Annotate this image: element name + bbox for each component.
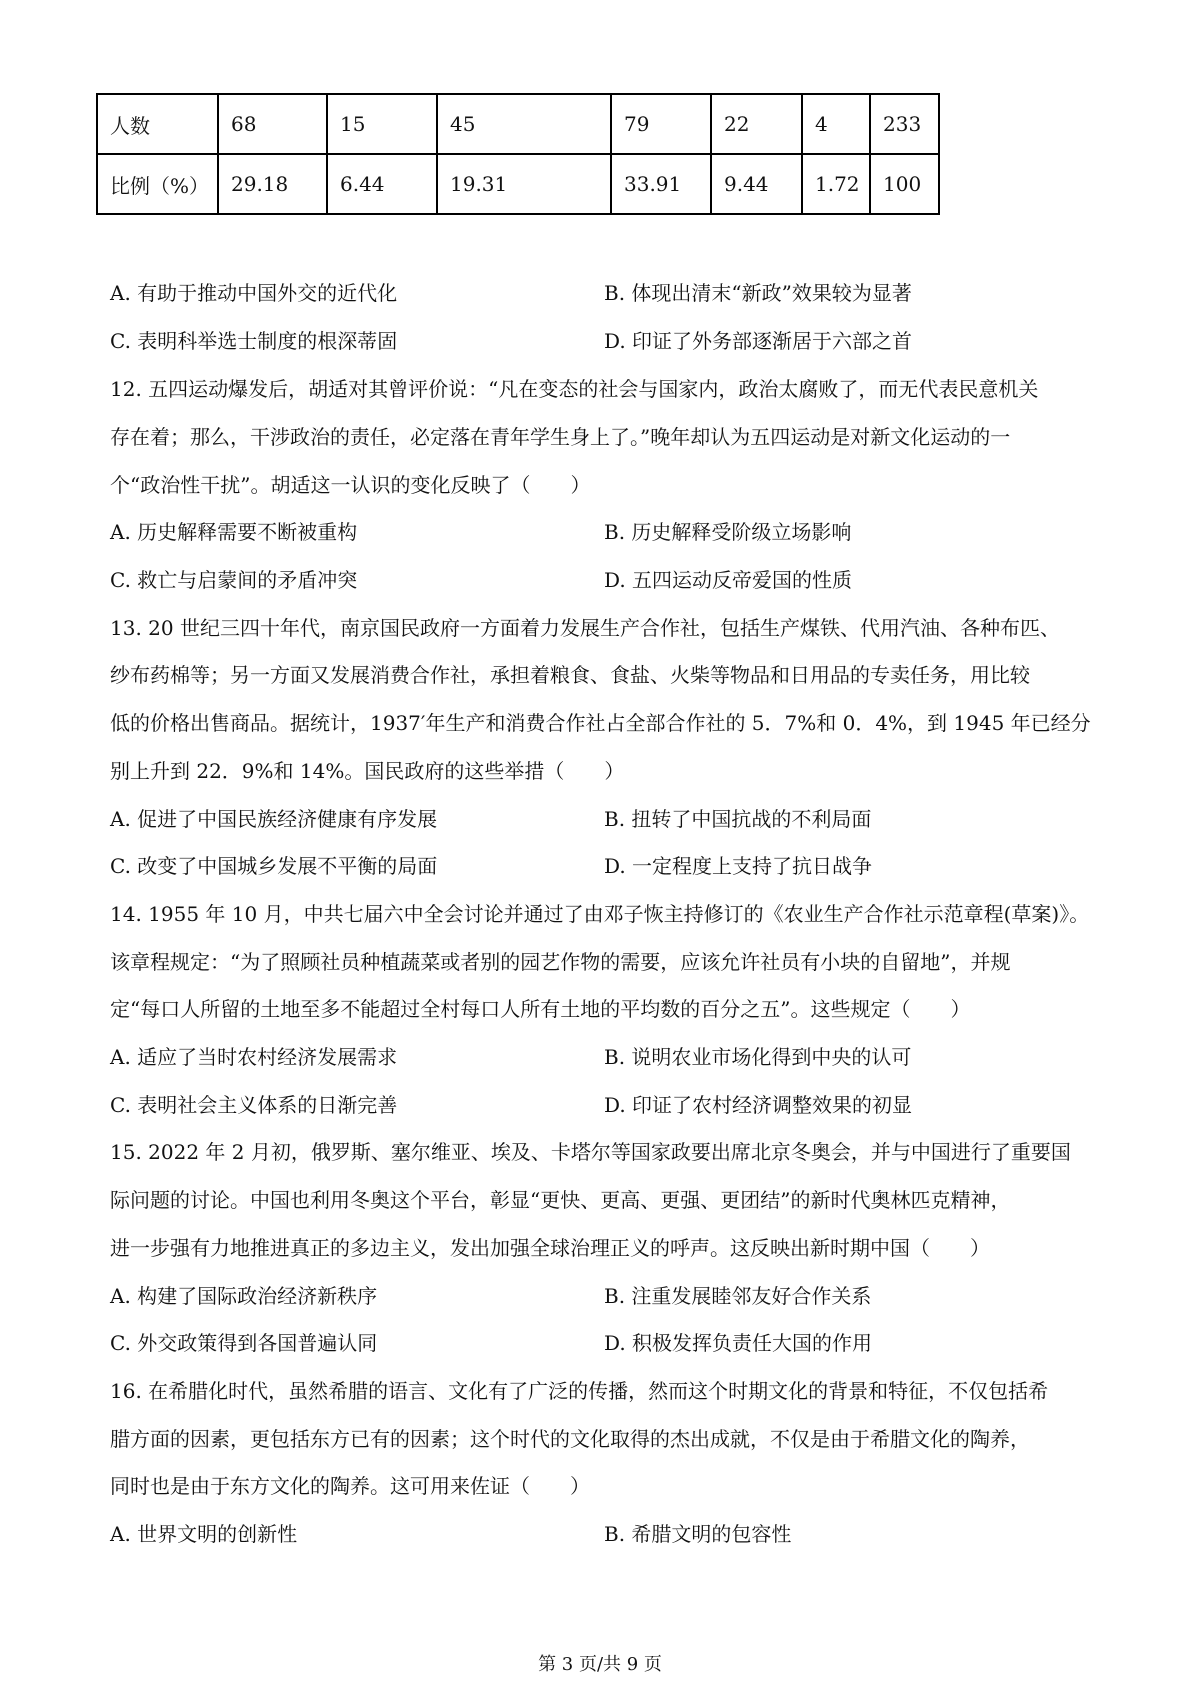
q15-option-c: C. 外交政策得到各国普遍认同 — [110, 1331, 378, 1355]
row-label: 比例（%） — [97, 154, 218, 214]
q12-option-c: C. 救亡与启蒙间的矛盾冲突 — [110, 568, 358, 592]
q13-option-a: A. 促进了中国民族经济健康有序发展 — [110, 807, 438, 831]
q16-stem-line: 16. 在希腊化时代，虽然希腊的语言、文化有了广泛的传播，然而这个时期文化的背景和特征，不仅包括希 — [110, 1379, 1049, 1403]
q12-stem-line: 存在着；那么，干涉政治的责任，必定落在青年学生身上了。”晚年却认为五四运动是对新文化运动的一 — [110, 425, 1011, 449]
q12-stem-line: 个“政治性干扰”。胡适这一认识的变化反映了（ ） — [110, 473, 591, 497]
table-cell: 233 — [870, 94, 939, 154]
q15-option-b: B. 注重发展睦邻友好合作关系 — [604, 1284, 872, 1308]
table-cell: 68 — [218, 94, 327, 154]
table-cell: 79 — [611, 94, 711, 154]
table-cell: 6.44 — [327, 154, 437, 214]
table-cell: 4 — [802, 94, 870, 154]
table-row — [97, 94, 939, 154]
table-cell: 19.31 — [437, 154, 611, 214]
q13-option-b: B. 扭转了中国抗战的不利局面 — [604, 807, 872, 831]
q13-stem-line: 13. 20 世纪三四十年代，南京国民政府一方面着力发展生产合作社，包括生产煤铁、代用汽油、各种布匹、 — [110, 616, 1060, 640]
q11-option-c: C. 表明科举选士制度的根深蒂固 — [110, 329, 398, 353]
q13-stem-line: 别上升到 22．9%和 14%。国民政府的这些举措（ ） — [110, 759, 625, 783]
q11-option-a: A. 有助于推动中国外交的近代化 — [110, 281, 398, 305]
table-cell: 100 — [870, 154, 939, 214]
q14-option-d: D. 印证了农村经济调整效果的初显 — [604, 1093, 913, 1117]
q12-option-b: B. 历史解释受阶级立场影响 — [604, 520, 852, 544]
table-cell: 1.72 — [802, 154, 870, 214]
table-cell: 9.44 — [711, 154, 802, 214]
q16-option-a: A. 世界文明的创新性 — [110, 1522, 298, 1546]
table-cell: 15 — [327, 94, 437, 154]
table-cell: 29.18 — [218, 154, 327, 214]
q15-stem-line: 进一步强有力地推进真正的多边主义，发出加强全球治理正义的呼声。这反映出新时期中国（ ） — [110, 1236, 990, 1260]
q11-option-b: B. 体现出清末“新政”效果较为显著 — [604, 281, 912, 305]
q13-stem-line: 低的价格出售商品。据统计，1937′年生产和消费合作社占全部合作社的 5．7%和 0．4%，到 1945 年已经分 — [110, 711, 1091, 735]
q12-option-d: D. 五四运动反帝爱国的性质 — [604, 568, 853, 592]
q14-stem-line: 14. 1955 年 10 月，中共七届六中全会讨论并通过了由邓子恢主持修订的《农业生产合作社示范章程(草案)》。 — [110, 902, 1090, 926]
table-cell: 33.91 — [611, 154, 711, 214]
q16-stem-line: 同时也是由于东方文化的陶养。这可用来佐证（ ） — [110, 1474, 590, 1498]
q15-stem-line: 际问题的讨论。中国也利用冬奥这个平台，彰显“更快、更高、更强、更团结”的新时代奥林匹克精神， — [110, 1188, 1011, 1212]
q14-stem-line: 该章程规定：“为了照顾社员种植蔬菜或者别的园艺作物的需要，应该允许社员有小块的自留地”，并规 — [110, 950, 1011, 974]
q15-stem-line: 15. 2022 年 2 月初，俄罗斯、塞尔维亚、埃及、卡塔尔等国家政要出席北京冬奥会，并与中国进行了重要国 — [110, 1140, 1071, 1164]
q16-stem-line: 腊方面的因素，更包括东方已有的因素；这个时代的文化取得的杰出成就，不仅是由于希腊文化的陶养， — [110, 1427, 1030, 1451]
q14-option-b: B. 说明农业市场化得到中央的认可 — [604, 1045, 912, 1069]
row-label: 人数 — [97, 94, 218, 154]
table-row — [97, 154, 939, 214]
q12-option-a: A. 历史解释需要不断被重构 — [110, 520, 358, 544]
q16-option-b: B. 希腊文明的包容性 — [604, 1522, 792, 1546]
q14-option-c: C. 表明社会主义体系的日渐完善 — [110, 1093, 398, 1117]
q12-stem-line: 12. 五四运动爆发后，胡适对其曾评价说：“凡在变态的社会与国家内，政治太腐败了，而无代表民意机关 — [110, 377, 1039, 401]
q13-option-d: D. 一定程度上支持了抗日战争 — [604, 854, 873, 878]
statistics-table — [96, 93, 940, 215]
table-cell: 22 — [711, 94, 802, 154]
table-cell: 45 — [437, 94, 611, 154]
q15-option-a: A. 构建了国际政治经济新秩序 — [110, 1284, 378, 1308]
q14-stem-line: 定“每口人所留的土地至多不能超过全村每口人所有土地的平均数的百分之五”。这些规定（ ） — [110, 997, 971, 1021]
q15-option-d: D. 积极发挥负责任大国的作用 — [604, 1331, 873, 1355]
q13-stem-line: 纱布药棉等；另一方面又发展消费合作社，承担着粮食、食盐、火柴等物品和日用品的专卖任务，用比较 — [110, 663, 1030, 687]
q13-option-c: C. 改变了中国城乡发展不平衡的局面 — [110, 854, 438, 878]
q11-option-d: D. 印证了外务部逐渐居于六部之首 — [604, 329, 913, 353]
page-number: 第 3 页/共 9 页 — [538, 1654, 662, 1675]
q14-option-a: A. 适应了当时农村经济发展需求 — [110, 1045, 398, 1069]
